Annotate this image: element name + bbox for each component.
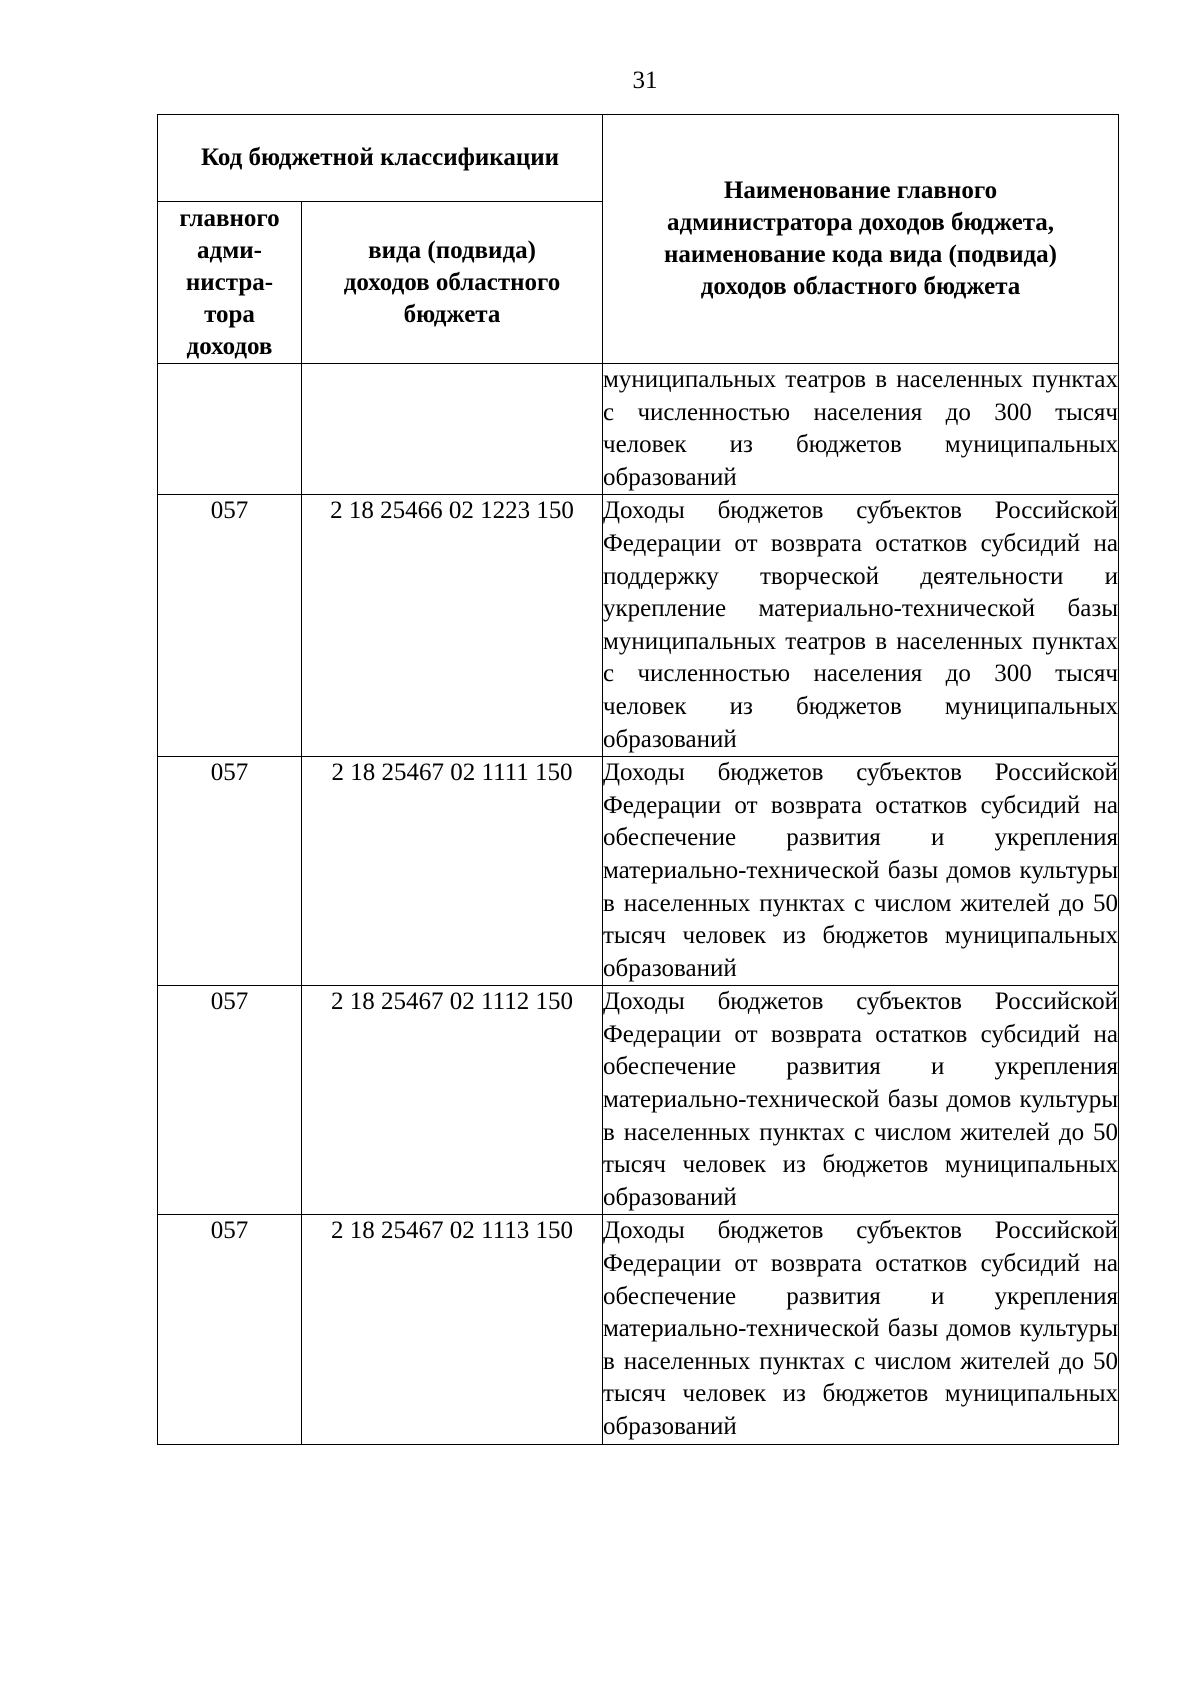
header-admin-line: нистра- (185, 268, 274, 296)
description-cell: Доходы бюджетов субъектов Российской Федерации от возврата остатков субсидий на поддержку творческой деятельности и укрепление материально-технической базы муниципальных театров в населенных пунктах с численностью населения до 300 тысяч человек из бюджетов муниципальных образований (603, 495, 1119, 757)
table-row (158, 757, 1119, 986)
page-number: 31 (632, 67, 658, 94)
header-admin-column (158, 202, 302, 364)
header-admin-line: главного (179, 204, 280, 232)
table-row (158, 495, 1119, 757)
table-row (158, 1215, 1119, 1444)
admin-code-cell: 057 (158, 495, 302, 757)
header-admin-line: адми- (197, 236, 262, 264)
header-type-line: доходов областного (343, 268, 561, 296)
table-row (158, 986, 1119, 1215)
admin-code-cell: 057 (158, 1215, 302, 1444)
type-code-cell: 2 18 25467 02 1111 150 (302, 757, 603, 986)
description-cell: Доходы бюджетов субъектов Российской Федерации от возврата остатков субсидий на обеспечение развития и укрепления материально-технической базы домов культуры в населенных пунктах с числом жителей до 50 тысяч человек из бюджетов муниципальных образований (603, 1215, 1119, 1444)
header-name-line: администратора доходов бюджета, (666, 209, 1055, 236)
admin-code-cell: 057 (158, 986, 302, 1215)
header-name-line: доходов областного бюджета (700, 273, 1021, 300)
header-name-line: наименование кода вида (подвида) (664, 241, 1057, 268)
type-code-cell: 2 18 25466 02 1223 150 (302, 495, 603, 757)
header-admin-line: доходов (186, 332, 273, 360)
type-code-cell: 2 18 25467 02 1113 150 (302, 1215, 603, 1444)
header-name-column (603, 115, 1119, 364)
type-code-cell: 2 18 25467 02 1112 150 (302, 986, 603, 1215)
description-cell: Доходы бюджетов субъектов Российской Федерации от возврата остатков субсидий на обеспечение развития и укрепления материально-технической базы домов культуры в населенных пунктах с числом жителей до 50 тысяч человек из бюджетов муниципальных образований (603, 986, 1119, 1215)
header-type-column (302, 202, 603, 364)
table-row (158, 364, 1119, 495)
header-type-line: вида (подвида) (368, 236, 536, 264)
budget-classification-table (157, 114, 1119, 1445)
admin-code-cell: 057 (158, 757, 302, 986)
header-admin-line: тора (204, 300, 255, 328)
admin-code-cell (158, 364, 302, 495)
description-cell: муниципальных театров в населенных пунктах с численностью населения до 300 тысяч человек из бюджетов муниципальных образований (603, 364, 1119, 495)
header-type-line: бюджета (403, 300, 501, 328)
description-cell: Доходы бюджетов субъектов Российской Федерации от возврата остатков субсидий на обеспечение развития и укрепления материально-технической базы домов культуры в населенных пунктах с числом жителей до 50 тысяч человек из бюджетов муниципальных образований (603, 757, 1119, 986)
header-budget-classification-code: Код бюджетной классификации (158, 115, 603, 202)
header-name-line: Наименование главного (723, 177, 998, 204)
type-code-cell (302, 364, 603, 495)
